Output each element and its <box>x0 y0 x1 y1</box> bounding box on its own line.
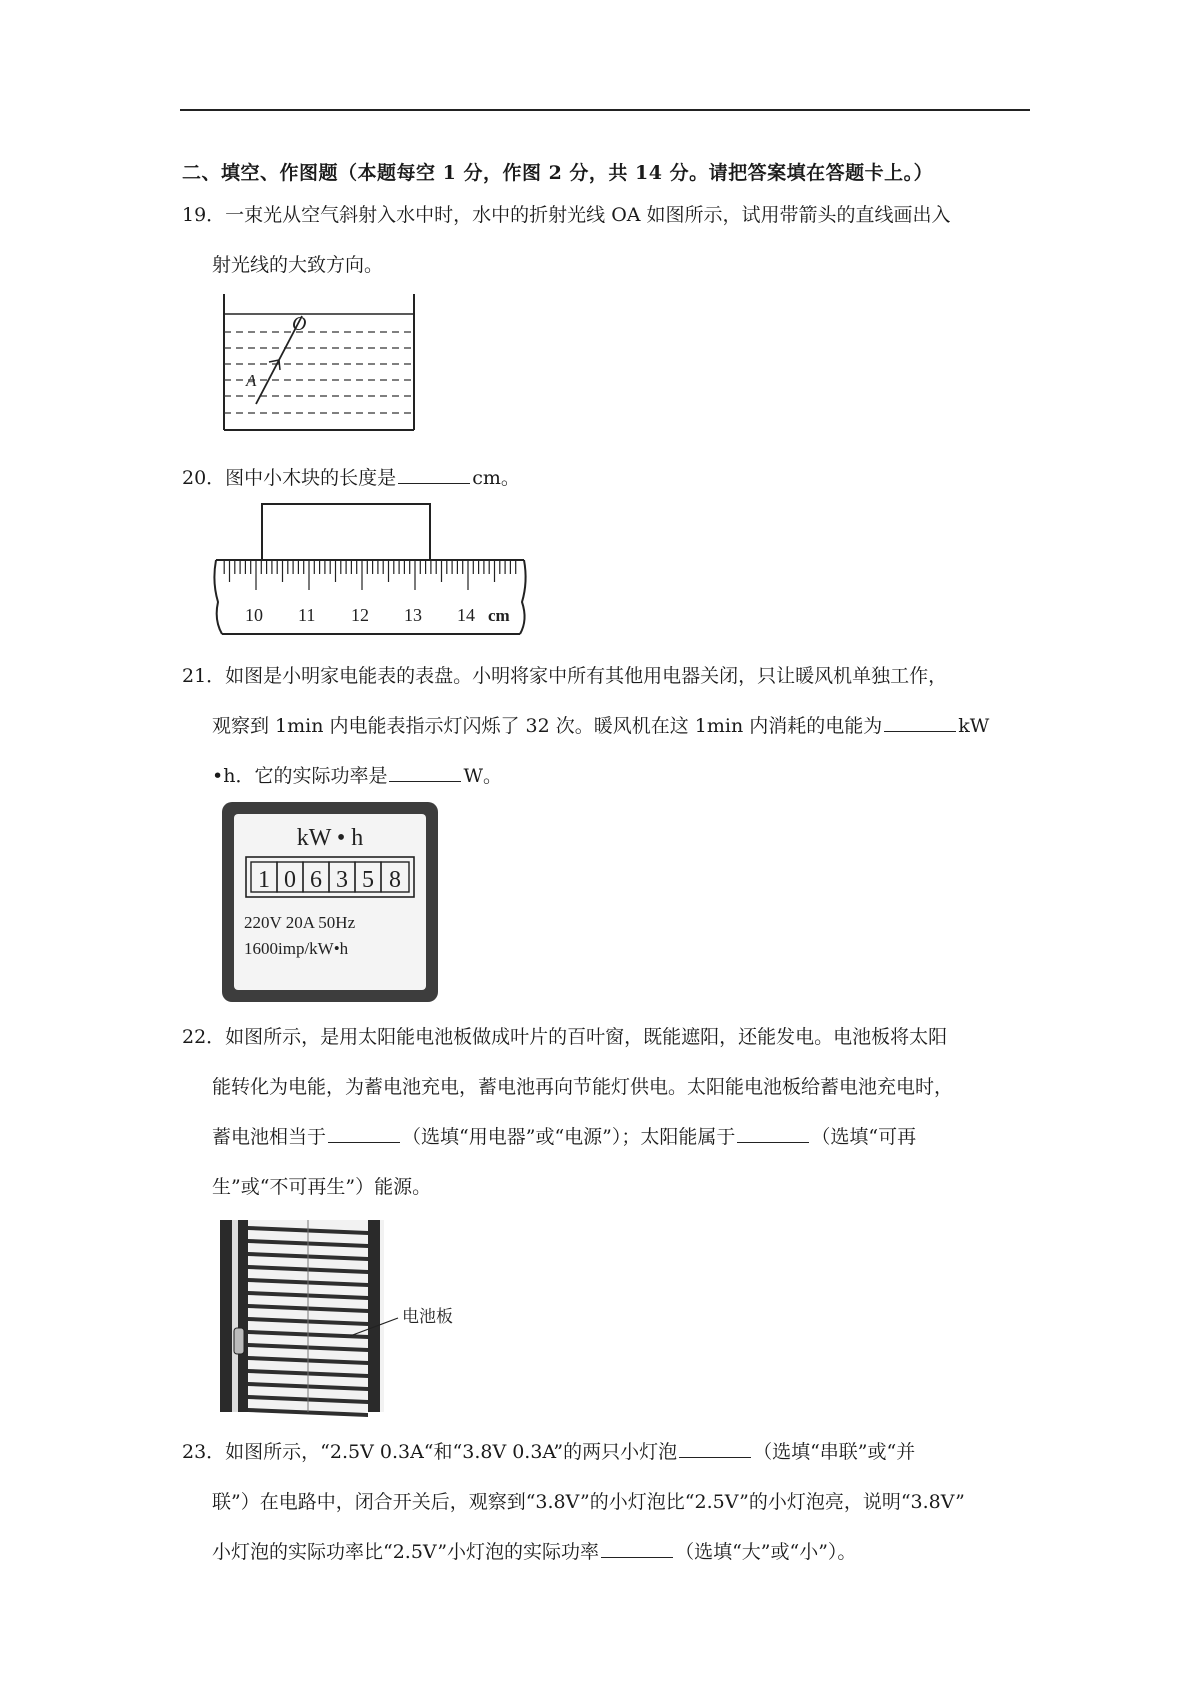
q23-line1-options: （选填“串联”或“并 <box>753 1441 916 1463</box>
q20-text-after: cm。 <box>472 467 520 489</box>
meter-spec-voltage: 220V 20A 50Hz <box>244 913 356 932</box>
answer-blank-q21-power[interactable] <box>389 760 461 782</box>
q22-line2: 能转化为电能，为蓄电池充电，蓄电池再向节能灯供电。太阳能电池板给蓄电池充电时， <box>212 1076 954 1098</box>
q23-line3-text: 小灯泡的实际功率比“2.5V”小灯泡的实际功率 <box>212 1541 600 1563</box>
q23-line1 <box>182 1427 1030 1477</box>
meter-spec-imp: 1600imp/kW•h <box>244 939 349 958</box>
top-rule <box>180 109 1030 111</box>
answer-blank-q22-energy[interactable] <box>737 1121 809 1143</box>
q21-line3-text: •h．它的实际功率是 <box>212 765 388 787</box>
q23-line1-text: 23．如图所示，“2.5V 0.3A“和“3.8V 0.3A”的两只小灯泡 <box>182 1441 678 1463</box>
q21-line1: 21．如图是小明家电能表的表盘。小明将家中所有其他用电器关闭，只让暖风机单独工作， <box>182 665 948 687</box>
meter-digit-2: 0 <box>284 867 296 893</box>
q23-line2: 联”）在电路中，闭合开关后，观察到“3.8V”的小灯泡比“2.5V”的小灯泡亮，说明“3.8V” <box>212 1491 965 1513</box>
q22-line3-c: （选填“可再 <box>811 1126 917 1148</box>
q21-line2-unit: kW <box>958 715 990 737</box>
meter-unit: kW • h <box>296 825 364 851</box>
q19-line2: 射光线的大致方向。 <box>212 254 384 276</box>
meter-digit-3: 6 <box>310 867 322 893</box>
q21-line3 <box>182 751 1030 801</box>
q22-line3 <box>182 1112 1030 1162</box>
solar-panel-label: 电池板 <box>402 1307 453 1327</box>
q21-line2-text: 观察到 1min 内电能表指示灯闪烁了 32 次。暖风机在这 1min 内消耗的电能为 <box>212 715 883 737</box>
ruler-figure <box>212 502 532 642</box>
meter-digit-6: 8 <box>389 867 401 893</box>
answer-blank-q23-connection[interactable] <box>679 1436 751 1458</box>
meter-digit-4: 3 <box>336 867 348 893</box>
energy-meter-figure <box>220 800 440 1005</box>
question-20 <box>182 453 1030 503</box>
ruler-label-11: 11 <box>298 605 316 625</box>
q21-line2 <box>182 701 1030 751</box>
q23-line3 <box>182 1527 1030 1577</box>
label-a: A <box>246 371 257 390</box>
meter-digit-1: 1 <box>258 867 270 893</box>
q22-line3-b: （选填“用电器”或“电源”）；太阳能属于 <box>402 1126 736 1148</box>
answer-blank-q22-battery[interactable] <box>328 1121 400 1143</box>
ruler-label-10: 10 <box>245 605 263 625</box>
question-21 <box>182 651 1030 801</box>
answer-blank-q21-energy[interactable] <box>884 710 956 732</box>
label-o: O <box>292 313 307 335</box>
ruler-label-13: 13 <box>404 605 422 625</box>
q20-line <box>182 453 1030 503</box>
question-23 <box>182 1427 1030 1577</box>
ruler-label-12: 12 <box>351 605 369 625</box>
q20-text-before: 20．图中小木块的长度是 <box>182 467 397 489</box>
question-22 <box>182 1012 1030 1212</box>
water-refraction-figure <box>214 292 424 442</box>
ruler-ticks <box>224 560 516 590</box>
q21-line3-unit: W。 <box>463 765 502 787</box>
section-heading: 二、填空、作图题（本题每空 1 分，作图 2 分，共 14 分。请把答案填在答题卡上。） <box>182 162 934 184</box>
q23-line3-options: （选填“大”或“小”）。 <box>675 1541 857 1563</box>
meter-digit-5: 5 <box>362 867 374 893</box>
answer-blank-q23-power[interactable] <box>601 1536 673 1558</box>
answer-blank-q20[interactable] <box>398 462 470 484</box>
ruler-label-14: 14 <box>457 605 475 625</box>
q22-line4: 生”或“不可再生”）能源。 <box>212 1176 432 1198</box>
q22-line3-a: 蓄电池相当于 <box>212 1126 327 1148</box>
ruler-unit: cm <box>488 606 510 625</box>
solar-blinds-figure <box>218 1218 478 1418</box>
question-19 <box>182 190 1030 290</box>
q22-line1: 22．如图所示，是用太阳能电池板做成叶片的百叶窗，既能遮阳，还能发电。电池板将太阳 <box>182 1026 948 1048</box>
q19-line1: 19．一束光从空气斜射入水中时，水中的折射光线 OA 如图所示，试用带箭头的直线画出入 <box>182 204 951 226</box>
